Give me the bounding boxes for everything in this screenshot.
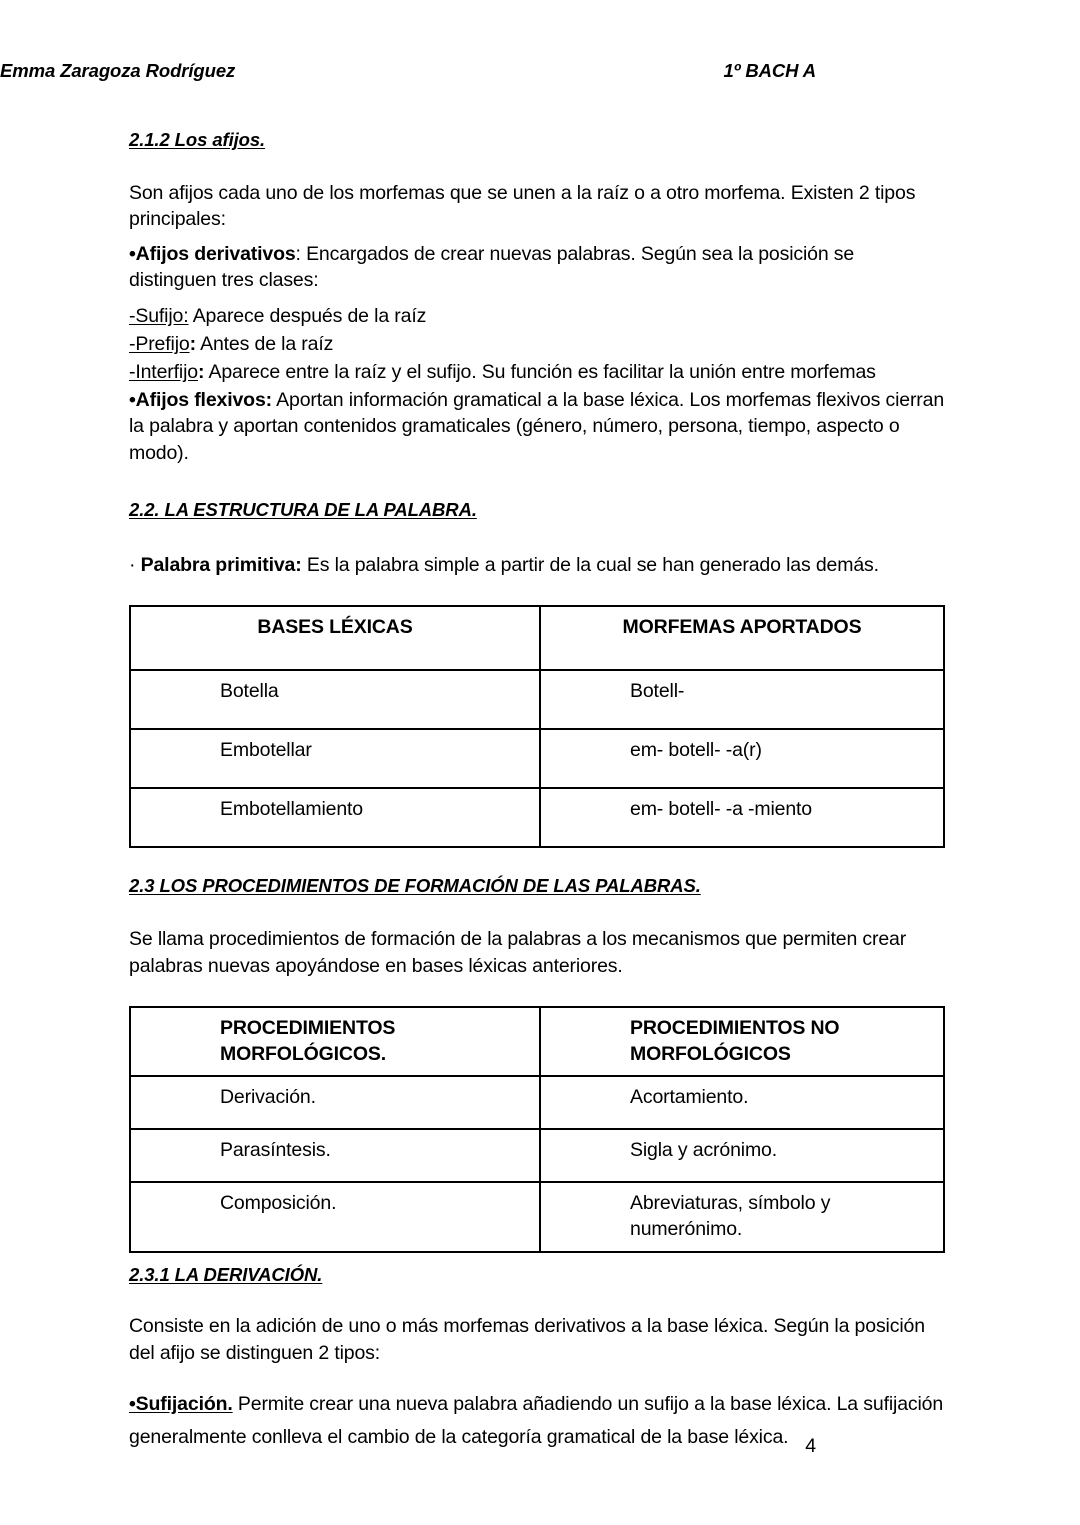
table-cell [540,1076,944,1129]
label-interfijo-colon: : [197,360,205,383]
table-procedimientos-r0-c1: Acortamiento. [630,1086,749,1109]
header-line-1: PROCEDIMIENTOS NO [630,1016,840,1039]
document-body [129,0,945,1455]
table-estructura-palabra [129,605,945,848]
text-sufijo: Aparece después de la raíz [188,304,427,327]
table-estructura-r2-c0: Embotellamiento [220,797,363,820]
paragraph-afijos-derivativos [129,241,945,293]
text-afijos-derivativos: : Encargados de crear nuevas palabras. Según sea la posición se distinguen tres clases: [129,243,855,292]
label-afijos-flexivos: •Afijos flexivos: [129,389,272,412]
table-cell [540,788,944,847]
table-estructura-r1-c1: em- botell- -a(r) [630,738,762,761]
table-estructura-r2-c1: em- botell- -a -miento [630,797,813,820]
table-procedimientos-r2-c0: Composición. [220,1192,337,1215]
table-row-header [130,1007,944,1076]
table-row [130,788,944,847]
table-procedimientos-r2-c1: Abreviaturas, símbolo y numerónimo. [630,1192,831,1241]
label-palabra-primitiva: Palabra primitiva: [140,553,302,576]
paragraph-palabra-primitiva [129,552,945,578]
header-line-2: MORFOLÓGICOS. [220,1042,386,1065]
text-sufijacion: Permite crear una nueva palabra añadiendo un sufijo a la base léxica. La sufijación generalmente conlleva el cambio de la categoría gramatical de la base léxica. [129,1392,944,1449]
label-prefijo-colon: : [189,332,196,355]
table-header-cell [540,1007,944,1076]
table-row [130,670,944,729]
text-afijos-flexivos: Aportan información gramatical a la base léxica. Los morfemas flexivos cierran la palabra y aportan contenidos gramaticales (género, número, persona, tiempo, aspecto o modo). [129,389,945,464]
table-procedimientos-header-2 [541,1008,943,1075]
header-line-1: PROCEDIMIENTOS [220,1016,396,1039]
text-palabra-primitiva: Es la palabra simple a partir de la cual se han generado las demás. [301,553,879,576]
table-cell [130,1076,540,1129]
table-cell [130,729,540,788]
page-number: 4 [805,1435,816,1457]
header-line-2: MORFOLÓGICOS [630,1042,791,1065]
paragraph-interfijo [129,359,945,385]
table-cell [130,1129,540,1182]
table-estructura-r1-c0: Embotellar [220,738,312,761]
table-procedimientos-r0-c0: Derivación. [220,1086,316,1109]
heading-2-1-2: 2.1.2 Los afijos. [129,129,266,150]
heading-2-3: 2.3 LOS PROCEDIMIENTOS DE FORMACIÓN DE LAS PALABRAS. [129,874,701,896]
heading-2-2: 2.2. LA ESTRUCTURA DE LA PALABRA. [129,498,477,520]
table-row [130,1129,944,1182]
heading-2-3-1: 2.3.1 LA DERIVACIÓN. [129,1263,323,1285]
table-procedimientos-header-1 [131,1008,539,1075]
table-cell [130,1182,540,1251]
table-header-cell [130,1007,540,1076]
table-header-cell [540,606,944,670]
paragraph-afijos-intro: Son afijos cada uno de los morfemas que se unen a la raíz o a otro morfema. Existen 2 tipos principales: [129,181,916,230]
table-procedimientos-r1-c0: Parasíntesis. [220,1139,331,1162]
table-row [130,1076,944,1129]
paragraph-derivacion-intro: Consiste en la adición de uno o más morfemas derivativos a la base léxica. Según la posición del afijo se distinguen 2 tipos: [129,1315,925,1364]
label-prefijo: -Prefijo [129,332,190,355]
paragraph-afijos-flexivos [129,387,945,466]
label-sufijacion: •Sufijación. [129,1392,233,1415]
table-cell [130,670,540,729]
table-estructura-r0-c1: Botell- [630,679,685,702]
table-row [130,1182,944,1251]
table-procedimientos [129,1006,945,1253]
table-header-cell [130,606,540,670]
table-cell [540,1182,944,1251]
paragraph-procedimientos-intro: Se llama procedimientos de formación de la palabras a los mecanismos que permiten crear palabras nuevas apoyándose en bases léxicas anteriores. [129,928,907,977]
text-prefijo: Antes de la raíz [195,332,334,355]
table-estructura-header-2: MORFEMAS APORTADOS [622,615,862,638]
label-sufijo: -Sufijo: [129,304,189,327]
paragraph-prefijo [129,331,945,357]
text-interfijo: Aparece entre la raíz y el sufijo. Su función es facilitar la unión entre morfemas [204,360,876,383]
label-afijos-derivativos: •Afijos derivativos [129,243,296,266]
table-cell [130,788,540,847]
table-cell [540,729,944,788]
table-row-header [130,606,944,670]
table-cell [540,670,944,729]
header-course: 1º BACH A [723,60,816,81]
table-row [130,729,944,788]
bullet-middot: · [129,553,136,576]
paragraph-sufijo [129,303,945,329]
table-cell [540,1129,944,1182]
table-estructura-r0-c0: Botella [220,679,279,702]
table-estructura-header-1: BASES LÉXICAS [257,615,413,638]
header-author: Emma Zaragoza Rodríguez [0,60,236,81]
label-interfijo: -Interfijo [129,360,198,383]
table-procedimientos-r1-c1: Sigla y acrónimo. [630,1139,778,1162]
